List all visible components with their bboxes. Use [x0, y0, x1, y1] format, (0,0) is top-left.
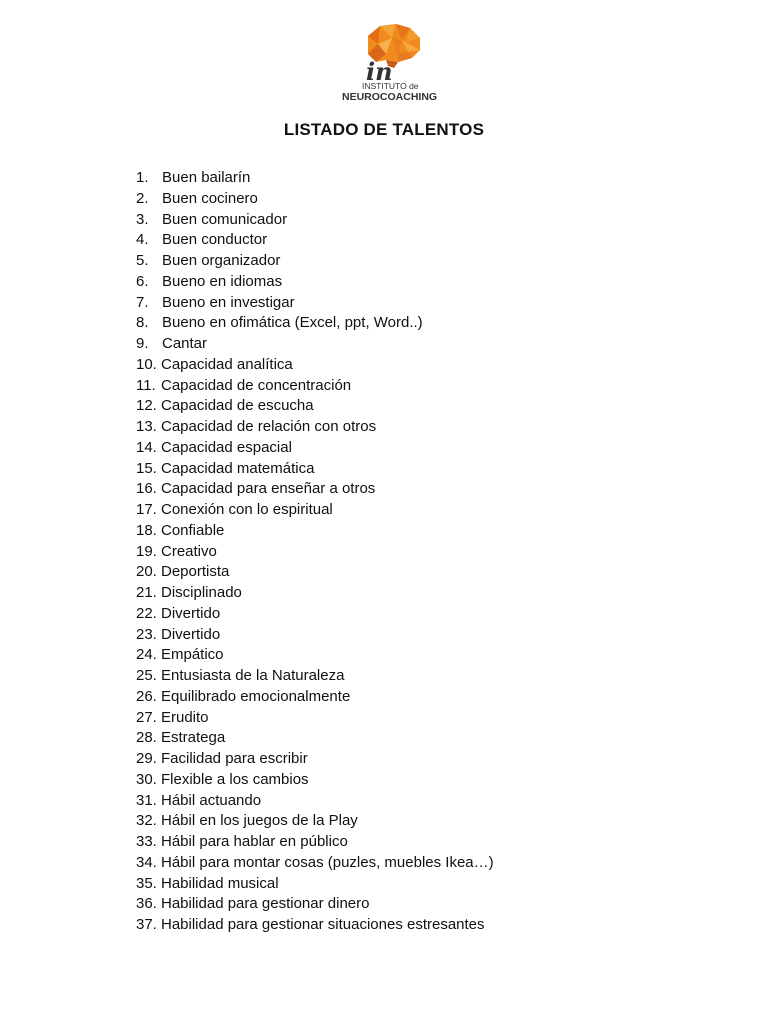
list-item	[136, 313, 494, 334]
item-number: 18.	[136, 521, 157, 539]
list-item	[136, 874, 494, 895]
item-number: 6.	[136, 272, 149, 290]
list-item	[136, 355, 494, 376]
item-number: 17.	[136, 501, 157, 518]
list-item	[136, 230, 494, 251]
list-item	[136, 562, 494, 583]
item-text: Buen cocinero	[162, 189, 258, 207]
item-number: 21.	[136, 584, 157, 601]
list-item	[136, 770, 494, 791]
list-item	[136, 376, 494, 397]
item-text: Cantar	[162, 335, 208, 352]
item-text: Capacidad espacial	[161, 438, 292, 456]
list-item	[136, 479, 494, 500]
item-number: 7.	[136, 293, 149, 311]
item-number: 3.	[136, 210, 149, 228]
item-text: Empático	[161, 646, 224, 664]
list-item	[136, 168, 494, 189]
item-number: 16.	[136, 480, 157, 498]
item-number: 36.	[136, 895, 157, 913]
talent-list	[136, 168, 494, 936]
item-number: 29.	[136, 750, 157, 767]
list-item	[136, 459, 494, 480]
item-text: Facilidad para escribir	[161, 750, 308, 767]
list-item	[136, 251, 494, 272]
item-number: 9.	[136, 335, 149, 352]
item-number: 35.	[136, 874, 157, 892]
item-number: 19.	[136, 542, 157, 560]
item-text: Hábil en los juegos de la Play	[161, 812, 358, 830]
item-number: 30.	[136, 770, 157, 788]
page-title: LISTADO DE TALENTOS	[283, 120, 485, 139]
item-number: 33.	[136, 833, 157, 850]
list-item	[136, 625, 494, 646]
item-number: 34.	[136, 853, 157, 871]
item-text: Estratega	[161, 729, 226, 747]
list-item	[136, 791, 494, 812]
item-number: 10.	[136, 355, 157, 373]
item-text: Hábil para montar cosas (puzles, muebles Ikea…)	[161, 853, 494, 871]
item-text: Confiable	[161, 521, 225, 539]
item-number: 12.	[136, 397, 157, 415]
list-item	[136, 749, 494, 770]
item-number: 32.	[136, 812, 157, 830]
item-text: Flexible a los cambios	[161, 770, 309, 788]
list-item	[136, 832, 494, 853]
item-text: Buen organizador	[162, 252, 281, 269]
item-text: Divertido	[161, 625, 221, 643]
list-item	[136, 189, 494, 210]
item-text: Capacidad analítica	[161, 355, 293, 373]
item-number: 5.	[136, 252, 149, 269]
brain-logo-icon	[336, 22, 446, 104]
list-item	[136, 583, 494, 604]
list-item	[136, 645, 494, 666]
list-item	[136, 915, 494, 936]
list-item	[136, 708, 494, 729]
item-number: 31.	[136, 791, 157, 809]
list-item	[136, 728, 494, 749]
item-text: Divertido	[161, 604, 221, 622]
list-item	[136, 894, 494, 915]
item-text: Erudito	[161, 708, 209, 726]
item-number: 14.	[136, 438, 157, 456]
list-item	[136, 438, 494, 459]
item-text: Bueno en idiomas	[162, 272, 283, 290]
list-item	[136, 853, 494, 874]
list-item	[136, 687, 494, 708]
item-text: Hábil actuando	[161, 791, 262, 809]
list-item	[136, 542, 494, 563]
item-text: Buen comunicador	[162, 210, 288, 228]
list-item	[136, 334, 494, 355]
item-text: Equilibrado emocionalmente	[161, 687, 351, 705]
item-number: 4.	[136, 231, 149, 249]
list-item	[136, 666, 494, 687]
logo-brand-mark: in	[366, 57, 393, 86]
item-text: Capacidad de escucha	[161, 397, 314, 415]
item-number: 27.	[136, 708, 157, 726]
institute-logo	[336, 22, 446, 104]
item-text: Bueno en ofimática (Excel, ppt, Word..)	[162, 314, 423, 332]
logo-line1: INSTITUTO de	[362, 81, 419, 91]
item-text: Entusiasta de la Naturaleza	[161, 667, 345, 684]
item-text: Habilidad para gestionar dinero	[161, 895, 370, 913]
list-item	[136, 293, 494, 314]
list-item	[136, 604, 494, 625]
item-text: Bueno en investigar	[162, 293, 295, 311]
item-number: 11.	[136, 376, 156, 394]
item-text: Buen conductor	[162, 231, 268, 249]
item-number: 13.	[136, 418, 157, 435]
item-text: Hábil para hablar en público	[161, 833, 348, 850]
list-item	[136, 417, 494, 438]
item-number: 28.	[136, 729, 157, 747]
item-number: 1.	[136, 169, 149, 186]
item-text: Disciplinado	[161, 584, 242, 601]
list-item	[136, 396, 494, 417]
item-number: 8.	[136, 314, 149, 332]
item-number: 23.	[136, 625, 157, 643]
list-item	[136, 521, 494, 542]
item-number: 2.	[136, 189, 149, 207]
item-number: 24.	[136, 646, 157, 664]
logo-line2: NEUROCOACHING	[342, 91, 438, 103]
item-text: Capacidad matemática	[161, 459, 315, 477]
item-text: Capacidad de concentración	[161, 376, 352, 394]
list-item	[136, 811, 494, 832]
list-item	[136, 272, 494, 293]
item-number: 20.	[136, 563, 157, 581]
item-number: 22.	[136, 604, 157, 622]
item-text: Capacidad de relación con otros	[161, 418, 377, 435]
item-number: 37.	[136, 916, 157, 933]
item-number: 15.	[136, 459, 157, 477]
item-text: Habilidad para gestionar situaciones estresantes	[161, 916, 485, 933]
item-number: 26.	[136, 687, 157, 705]
item-text: Conexión con lo espiritual	[161, 501, 333, 518]
item-number: 25.	[136, 667, 157, 684]
item-text: Capacidad para enseñar a otros	[161, 480, 376, 498]
item-text: Creativo	[161, 542, 217, 560]
item-text: Deportista	[161, 563, 230, 581]
list-item	[136, 210, 494, 231]
item-text: Habilidad musical	[161, 874, 279, 892]
item-text: Buen bailarín	[162, 169, 251, 186]
list-item	[136, 500, 494, 521]
